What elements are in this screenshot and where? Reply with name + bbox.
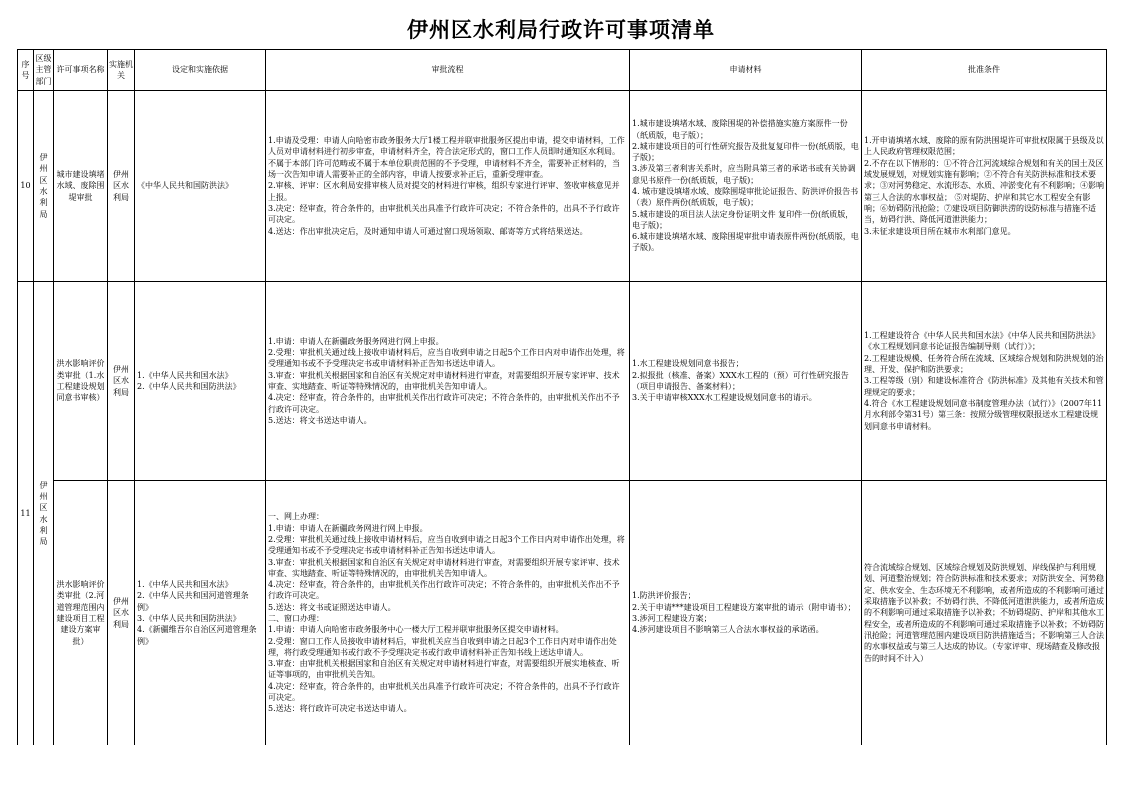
header-dept: 区级主管部门 (34, 50, 54, 91)
page-title: 伊州区水利局行政许可事项清单 (407, 17, 715, 42)
permit-table (17, 49, 1107, 745)
table-row (18, 481, 1107, 746)
row-basis: 1.《中华人民共和国水法》 2.《中华人民共和国河道管理条例》 3.《中华人民共和国防洪法》 4.《新疆维吾尔自治区河道管理条例》 (135, 481, 266, 746)
header-agency: 实施机关 (108, 50, 135, 91)
row-seq: 10 (18, 91, 34, 282)
header-materials: 申请材料 (630, 50, 862, 91)
row-agency: 伊州区水利局 (108, 282, 135, 481)
row-process: 1.申请：申请人在新疆政务服务网进行网上申报。 2.受理：审批机关通过线上接收申请材料后，应当自收到申请之日起5个工作日内对申请作出处理，将受理通知书或不予受理决定书或申请材料补正告知书送达申请人。 3.审查：审批机关根据国家和自治区有关规定对申请材料进行审查，对需要组织开展专家评审、技术审查、实地踏查、听证等特殊情况的，由审批机关告知申请人。 4.决定：经审查，符合条件的，由审批机关作出行政许可决定；不符合条件的，由审批机关作出不予行政许可决定。 5.送达：将文书送达申请人。 (266, 282, 630, 481)
row-process: 1.申请及受理：申请人向哈密市政务服务大厅1楼工程并联审批服务区提出申请，提交申请材料，工作人员对申请材料进行初步审查，申请材料齐全，符合法定形式的，窗口工作人员即时通知区水利局。不属于本部门许可范畴或不属于本单位职责范围的不予受理，申请材料不齐全，需要补正材料的，当场一次告知申请人需要补正的全部内容，申请人按要求补正后，重新受理审查。 2.审核、评审：区水利局安排审核人员对提交的材料进行审核，组织专家进行评审、签收审核意见并上报。 3.决定：经审查，符合条件的，由审批机关出具准予行政许可决定；不符合条件的，出具不予行政许可决定。 4.送达：作出审批决定后，及时通知申请人可通过窗口现场领取、邮寄等方式将结果送达。 (266, 91, 630, 282)
row-agency: 伊州区水利局 (108, 481, 135, 746)
header-conditions: 批准条件 (862, 50, 1107, 91)
table-row (18, 91, 1107, 282)
header-seq: 序号 (18, 50, 34, 91)
row-materials: 1.城市建设填堵水域、废除围堤的补偿措施实施方案原件一份（纸质版，电子版）； 2.城市建设项目的可行性研究报告及批复复印件一份(纸质版，电子版)； 3.涉及第三者利害关系时，应当附具第三者的承诺书或有关协调意见书原件一份(纸质版，电子版)； 4. 城市建设填堵水域、废除围堤审批论证报告、防洪评价报告书（表）原件两份(纸质版，电子版)； 5.城市建设的项目法人法定身份证明文件 复印件一份(纸质版，电子版)； 6.城市建设填堵水域、废除围堤审批申请表原件两份(纸质版，电子版)。 (630, 91, 862, 282)
row-conditions: 1.工程建设符合《中华人民共和国水法》《中华人民共和国防洪法》《水工程规划同意书论证报告编制导则（试行）》； 2.工程建设规模、任务符合所在流域、区域综合规划和防洪规划的治理、开发、保护和防洪要求； 3.工程等级（别）和建设标准符合《防洪标准》及其他有关技术和管理规定的要求； 4.符合《水工程建设规划同意书制度管理办法（试行）》（2007年11月水利部令第31号）第三条：按照分级管理权限报送水工程建设规划同意书申请材料。 (862, 282, 1107, 481)
row-item: 城市建设填堵水域、废除围堤审批 (54, 91, 108, 282)
header-process: 审批流程 (266, 50, 630, 91)
row-item: 洪水影响评价类审批（1.水工程建设规划同意书审核） (54, 282, 108, 481)
header-item: 许可事项名称 (54, 50, 108, 91)
row-basis: 1.《中华人民共和国水法》 2.《中华人民共和国防洪法》 (135, 282, 266, 481)
row-conditions: 1.开申请填堵水域、废除的原有防洪围堤许可审批权限属于县级及以上人民政府管理权限范围； 2.不存在以下情形的：①不符合江河流域综合规划和有关的国土及区域发展规划，对规划实施有影响；②不符合有关防洪标准和技术要求；③对河势稳定、水流形态、水质、冲淤变化有不利影响；④影响第三人合法的水事权益； ⑤对堤防、护岸和其它水工程安全有影响；⑥妨碍防汛抢险；⑦建设项目防御洪涝的设防标准与措施不适当，妨碍行洪、降低河道泄洪能力； 3.未征求建设项目所在城市水利部门意见。 (862, 91, 1107, 282)
row-materials: 1.水工程建设规划同意书报告； 2.拟报批（核准、备案）XXX水工程的（预）可行性研究报告（项目申请报告、备案材料）； 3.关于申请审核XXX水工程建设规划同意书的请示。 (630, 282, 862, 481)
row-materials: 1.防洪评价报告； 2.关于申请***建设项目工程建设方案审批的请示（附申请书）； 3.涉河工程建设方案； 4.涉河建设项目不影响第三人合法水事权益的承诺函。 (630, 481, 862, 746)
row-item: 洪水影响评价类审批（2.河道管理范围内建设项目工程建设方案审批） (54, 481, 108, 746)
header-basis: 设定和实施依据 (135, 50, 266, 91)
row-dept: 伊州区水利局 (34, 282, 54, 746)
row-conditions: 符合流域综合规划、区域综合规划及防洪规划、岸线保护与利用规划、河道整治规划；符合防洪标准和技术要求；对防洪安全、河势稳定、供水安全、生态环境无不利影响，或者所造成的不利影响可通过采取措施予以补救；不妨碍行洪、不降低河道泄洪能力，或者所造成的不利影响可通过采取措施予以补救；不妨碍堤防、护岸和其他水工程安全，或者所造成的不利影响可通过采取措施予以补救；不妨碍防汛抢险；河道管理范围内建设项目防洪措施适当；不影响第三人合法的水事权益或与第三人达成的协议。（专家评审、现场踏查及修改报告的时间不计入） (862, 481, 1107, 746)
row-process: 一、网上办理： 1.申请：申请人在新疆政务网进行网上申报。 2.受理：审批机关通过线上接收申请材料后，应当自收到申请之日起3个工作日内对申请作出处理，将受理通知书或不予受理决定书或申请材料补正告知书送达申请人。 3.审查：审批机关根据国家和自治区有关规定对申请材料进行审查，对需要组织开展专家评审、技术审查、实地踏查、听证等特殊情况的，由审批机关告知申请人。 4.决定：经审查，符合条件的，由审批机关作出行政许可决定；不符合条件的，由审批机关作出不予行政许可决定。 5.送达：将文书或证照送达申请人。 二、窗口办理： 1.申请：申请人向哈密市政务服务中心一楼大厅工程并联审批服务区提交申请材料。 2.受理：窗口工作人员接收申请材料后，审批机关应当自收到申请之日起3个工作日内对申请作出处理，将行政受理通知书或行政不予受理决定书或行政申请材料补正告知书线上送达申请人。 3.审查：由审批机关根据国家和自治区有关规定对申请材料进行审查，对需要组织开展实地核查、听证等事项的，由审批机关告知。 4.决定：经审查，符合条件的，由审批机关出具准予行政许可决定；不符合条件的，出具不予行政许可决定。 5.送达：将行政许可决定书送达申请人。 (266, 481, 630, 746)
header-row (18, 50, 1107, 91)
table-row (18, 282, 1107, 481)
row-seq: 11 (18, 282, 34, 746)
row-agency: 伊州区水利局 (108, 91, 135, 282)
row-dept: 伊州区水利局 (34, 91, 54, 282)
row-basis: 《中华人民共和国防洪法》 (135, 91, 266, 282)
